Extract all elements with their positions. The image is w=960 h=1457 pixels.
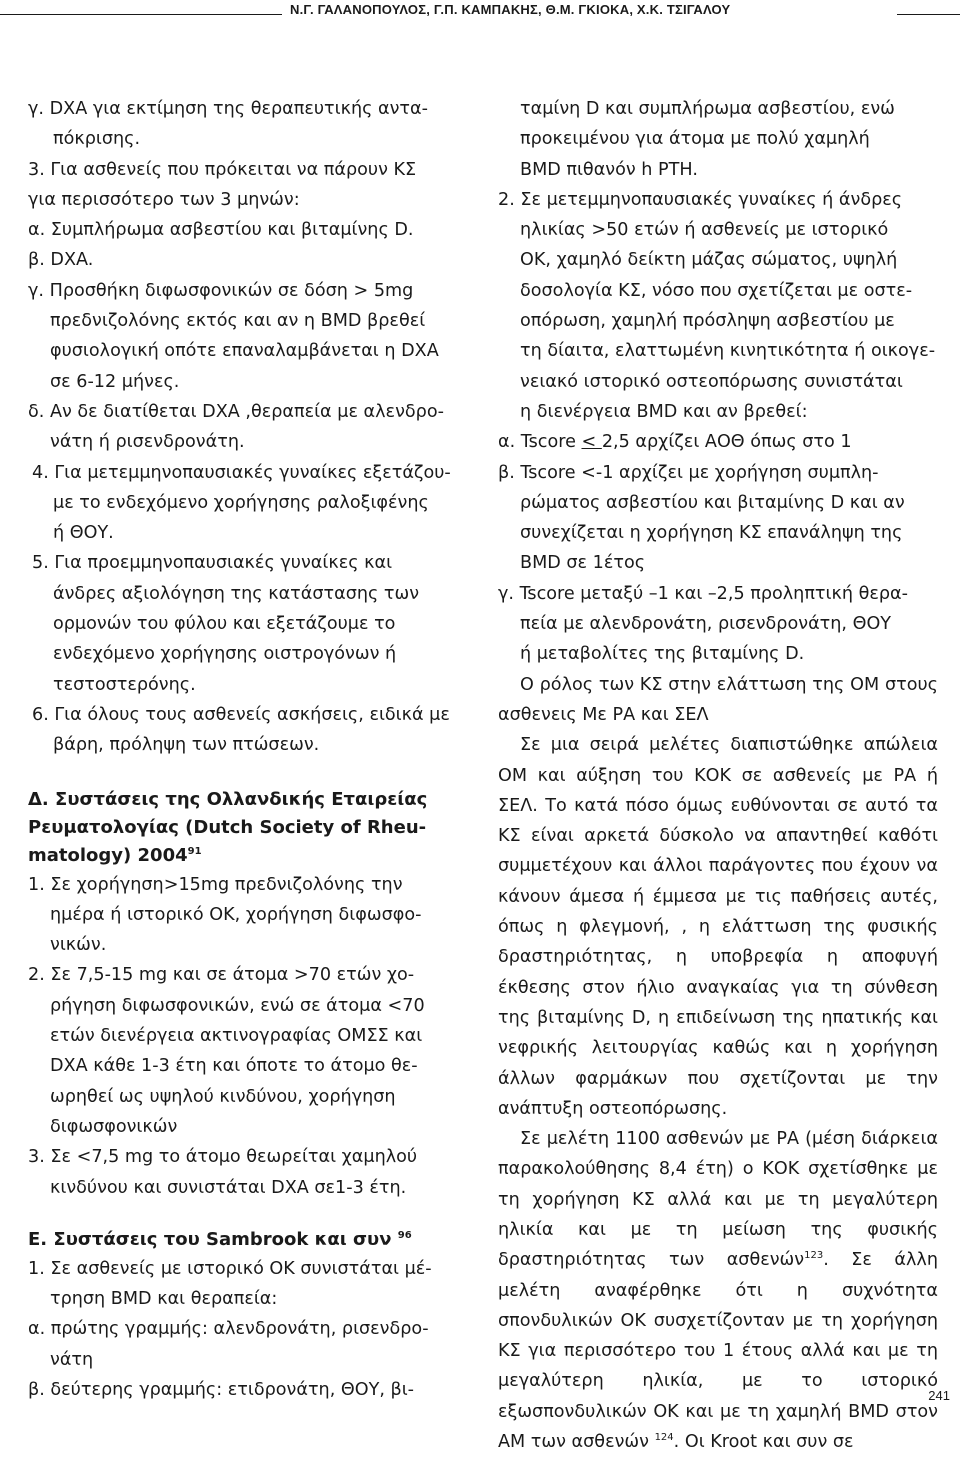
paragraph-text: . Οι Kroot και συν σε xyxy=(673,1432,854,1453)
paragraph-text: . Σε άλλη μελέτη αναφέρθηκε ότι η συχνότητα σπονδυλικών ΟΚ συσχετίζονταν με τη χορήγηση ΚΣ για περισσότερο του 1 έτους αλλά και με τη μεγαλύτερη ηλικία, με το ιστορικό εξωσπονδυλικών ΟΚ και με τη χαμηλή BMD στον ΑΜ των ασθενών xyxy=(498,1250,938,1453)
list-item: α. Συμπλήρωμα ασβεστίου και βιταμίνης D. xyxy=(28,220,414,241)
list-item: δοσολογία ΚΣ, νόσο που σχετίζεται με οστε- xyxy=(520,280,913,301)
list-item: 5. Για προεμμηνοπαυσιακές γυναίκες και xyxy=(32,553,393,574)
section-d-heading xyxy=(28,842,468,870)
list-item: β. DXA. xyxy=(28,250,94,271)
list-item: ΟΚ, χαμηλό δείκτη μάζας σώματος, υψηλή xyxy=(520,250,898,271)
list-item: ρήγηση διφωσφονικών, ενώ σε άτομα <70 xyxy=(50,995,425,1016)
section-e-reference: 96 xyxy=(397,1229,412,1241)
list-item: γ. Tscore μεταξύ –1 και –2,5 προληπτική θερα- xyxy=(498,583,908,604)
list-item: άνδρες αξιολόγηση της κατάστασης των xyxy=(53,583,420,604)
list-item: διφωσφονικών xyxy=(50,1116,178,1137)
section-d-heading: Δ. Συστάσεις της Ολλανδικής Εταιρείας xyxy=(28,788,428,810)
right-column xyxy=(498,94,938,1457)
paragraph-text: Σε μελέτη 1100 ασθενών με ΡΑ (μέση διάρκεια παρακολούθησης 8,4 έτη) ο ΚΟΚ σχετίσθηκε με τη χορήγηση ΚΣ αλλά και με τη μεγαλύτερη ηλικία και με τη μείωση της φυσικής δραστηριότητας των ασθενών xyxy=(498,1129,938,1271)
list-item: 2. Σε μετεμμηνοπαυσιακές γυναίκες ή άνδρες xyxy=(498,189,903,210)
list-item: α. πρώτης γραμμής: αλενδρονάτη, ρισενδρο- xyxy=(28,1319,429,1340)
list-item xyxy=(498,427,938,457)
list-item: γ. DXA για εκτίμηση της θεραπευτικής αντα- xyxy=(28,99,428,119)
list-item: βάρη, πρόληψη των πτώσεων. xyxy=(53,735,320,756)
list-item: ή ΘΟΥ. xyxy=(53,523,114,544)
list-item: νειακό ιστορικό οστεοπόρωσης συνιστάται xyxy=(520,371,903,392)
header-rule-right xyxy=(897,14,960,15)
section-e-heading xyxy=(28,1226,468,1254)
header-authors: Ν.Γ. ΓΑΛΑΝΟΠΟΥΛΟΣ, Γ.Π. ΚΑΜΠΑΚΗΣ, Θ.Μ. ΓΚΙΟΚΑ, Χ.Κ. ΤΣΙΓΑΛΟΥ xyxy=(290,2,731,17)
list-item: νάτη xyxy=(50,1349,94,1370)
list-item: πόκρισης. xyxy=(53,129,141,150)
left-column xyxy=(28,94,468,1405)
list-item: DXA κάθε 1-3 έτη και όποτε το άτομο θε- xyxy=(50,1056,418,1077)
list-item: ρώματος ασβεστίου και βιταμίνης D και αν xyxy=(520,492,905,513)
less-than-or-equal-symbol: < xyxy=(581,432,602,453)
list-item: ημέρα ή ιστορικό ΟΚ, χορήγηση διφωσφο- xyxy=(50,904,422,925)
tscore-prefix: α. Tscore xyxy=(498,432,582,453)
list-item: ενδεχόμενο χορήγησης οιστρογόνων ή xyxy=(53,644,397,665)
list-item: ωρηθεί ως υψηλού κινδύνου, χορήγηση xyxy=(50,1086,396,1107)
list-item: οπόρωση, χαμηλή πρόσληψη ασβεστίου με xyxy=(520,311,895,332)
page-number: 241 xyxy=(928,1388,950,1403)
list-item: πεία με αλενδρονάτη, ρισενδρονάτη, ΘΟΥ xyxy=(520,614,892,635)
list-item: 4. Για μετεμμηνοπαυσιακές γυναίκες εξετάζου- xyxy=(32,462,451,483)
list-item: ορμονών του φύλου και εξετάζουμε το xyxy=(53,614,396,635)
paragraph: Σε μια σειρά μελέτες διαπιστώθηκε απώλεια ΟΜ και αύξηση του ΚΟΚ σε ασθενείς με ΡΑ ή ΣΕΛ. Το κατά πόσο όμως ευθύνονται σε αυτό τα ΚΣ είναι αρκετά δύσκολο να απαντηθεί καθότι συμμετέχουν και άλλοι παράγοντες που έχουν να κάνουν άμεσα ή έμμεσα με τις παθήσεις αυτές, όπως η φλεγμονή, , η ελάττωση της φυσικής δραστηριότητας, η υποβρεφία η αποφυγή έκθεσης στον ήλιο αναγκαίας για τη σύνθεση της βιταμίνης D, η επιδείνωση της ηπατικής και νεφρικής λειτουργίας καθώς και η χορήγηση άλλων φαρμάκων που σχετίζονται με την ανάπτυξη οστεοπόρωσης. xyxy=(498,735,938,1119)
list-item: τρηση BMD και θεραπεία: xyxy=(50,1289,278,1310)
list-item: 1. Σε χορήγηση>15mg πρεδνιζολόνης την xyxy=(28,874,403,895)
list-item: β. Tscore <-1 αρχίζει με χορήγηση συμπλη- xyxy=(498,462,879,483)
section-e-heading-text: Ε. Συστάσεις του Sambrook και συν xyxy=(28,1228,392,1250)
list-item: β. δεύτερης γραμμής: ετιδρονάτη, ΘΟΥ, βι- xyxy=(28,1379,415,1400)
list-item: συνεχίζεται η χορήγηση ΚΣ επανάληψη της xyxy=(520,523,903,544)
list-item: προκειμένου για άτομα με πολύ χαμηλή xyxy=(520,129,870,150)
list-item: τη δίαιτα, ελαττωμένη κινητικότητα ή οικογε- xyxy=(520,341,936,362)
tscore-suffix: 2,5 αρχίζει ΑΟΘ όπως στο 1 xyxy=(601,432,852,453)
header-rule-left xyxy=(0,14,282,15)
list-item: φυσιολογική οπότε επαναλαμβάνεται η DXA xyxy=(50,341,439,362)
list-item: για περισσότερο των 3 μηνών: xyxy=(28,189,300,210)
list-item: νάτη ή ρισενδρονάτη. xyxy=(50,432,245,453)
list-item: ηλικίας >50 ετών ή ασθενείς με ιστορικό xyxy=(520,220,889,241)
section-d-heading-text: matology) 2004 xyxy=(28,844,188,866)
paragraph xyxy=(498,1124,938,1457)
list-item: τεστοστερόνης. xyxy=(53,674,196,695)
list-item: κινδύνου και συνιστάται DXA σε1-3 έτη. xyxy=(50,1177,407,1198)
list-item: ταμίνη D και συμπλήρωμα ασβεστίου, ενώ xyxy=(520,99,895,119)
reference-number: 123 xyxy=(804,1250,824,1262)
section-d-heading: Ρευματολογίας (Dutch Society of Rheu- xyxy=(28,816,427,838)
list-item: BMD σε 1έτος xyxy=(520,553,646,574)
paragraph: Ο ρόλος των ΚΣ στην ελάττωση της ΟΜ στους ασθενεις Με ΡΑ και ΣΕΛ xyxy=(498,674,938,725)
list-item: νικών. xyxy=(50,935,107,956)
list-item: ή μεταβολίτες της βιταμίνης D. xyxy=(520,644,805,665)
list-item: με το ενδεχόμενο χορήγησης ραλοξιφένης xyxy=(53,492,429,513)
list-item: 3. Για ασθενείς που πρόκειται να πάρουν ΚΣ xyxy=(28,159,417,180)
list-item: πρεδνιζολόνης εκτός και αν η BMD βρεθεί xyxy=(50,311,426,332)
list-item: BMD πιθανόν h PTH. xyxy=(520,159,698,180)
section-d-reference: 91 xyxy=(187,845,202,857)
list-item: σε 6-12 μήνες. xyxy=(50,371,180,392)
list-item: 2. Σε 7,5-15 mg και σε άτομα >70 ετών χο- xyxy=(28,965,415,986)
list-item: δ. Αν δε διατίθεται DXA ,θεραπεία με αλενδρο- xyxy=(28,401,444,422)
list-item: 1. Σε ασθενείς με ιστορικό ΟΚ συνιστάται μέ- xyxy=(28,1258,432,1279)
list-item: γ. Προσθήκη διφωσφονικών σε δόση > 5mg xyxy=(28,280,414,301)
reference-number: 124 xyxy=(654,1432,674,1444)
list-item: ετών διενέργεια ακτινογραφίας ΟΜΣΣ και xyxy=(50,1026,423,1047)
list-item: η διενέργεια BMD και αν βρεθεί: xyxy=(520,401,808,422)
list-item: 6. Για όλους τους ασθενείς ασκήσεις, ειδικά με xyxy=(32,704,450,725)
list-item: 3. Σε <7,5 mg το άτομο θεωρείται χαμηλού xyxy=(28,1147,418,1168)
running-header xyxy=(0,0,960,40)
